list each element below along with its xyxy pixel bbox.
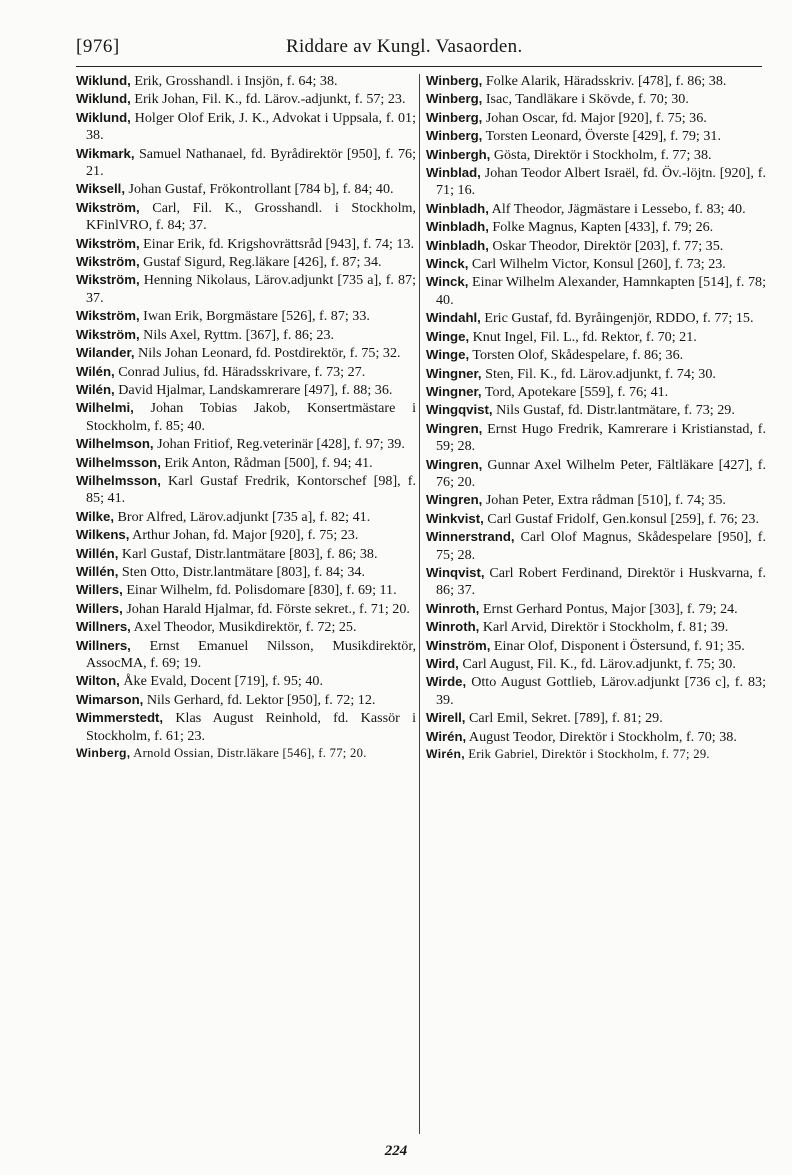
entry-details: Henning Nikolaus, Lärov.adjunkt [735 a], f. 87; 37.: [86, 272, 416, 306]
entry-surname: Wingren,: [426, 456, 483, 472]
entry-details: Folke Alarik, Häradsskriv. [478], f. 86; 38.: [482, 73, 727, 89]
entry-details: Eric Gustaf, fd. Byråingenjör, RDDO, f. 77; 15.: [480, 310, 754, 327]
register-entry: [426, 728, 766, 746]
entry-details: Folke Magnus, Kapten [433], f. 79; 26.: [488, 219, 714, 236]
entry-details: Erik Gabriel, Direktör i Stockholm, f. 77; 29.: [464, 747, 710, 762]
entry-details: Johan Peter, Extra rådman [510], f. 74; 35.: [482, 492, 726, 509]
entry-surname: Wiksell,: [76, 181, 125, 197]
entry-surname: Wilén,: [76, 381, 115, 397]
register-entry: [76, 454, 416, 472]
register-entry: [76, 399, 416, 435]
entry-details: Alf Theodor, Jägmästare i Lessebo, f. 83; 40.: [488, 200, 746, 217]
register-entry: [426, 346, 766, 364]
entry-details: Sten Otto, Distr.lantmätare [803], f. 84; 34.: [118, 563, 365, 580]
entry-surname: Willners,: [76, 619, 131, 635]
entry-details: Johan Harald Hjalmar, fd. Förste sekret., f. 71; 20.: [122, 600, 410, 617]
entry-surname: Winbergh,: [426, 146, 491, 162]
entry-details: Nils Gustaf, fd. Distr.lantmätare, f. 73; 29.: [492, 402, 735, 419]
register-entry: [426, 673, 766, 709]
register-entry: [76, 563, 416, 581]
entry-surname: Wingner,: [426, 365, 482, 381]
entry-surname: Wikström,: [76, 308, 140, 324]
register-entry: [76, 344, 416, 362]
register-entry: [76, 381, 416, 399]
entry-surname: Winberg,: [76, 746, 131, 761]
entry-surname: Winblad,: [426, 165, 481, 181]
entry-surname: Wikström,: [76, 235, 140, 251]
entry-surname: Wilhelmsson,: [76, 454, 161, 470]
entry-surname: Winroth,: [426, 619, 480, 635]
register-entry: [76, 253, 416, 271]
register-entry: [426, 237, 766, 255]
entry-details: Carl August, Fil. K., fd. Lärov.adjunkt, f. 75; 30.: [458, 656, 736, 672]
register-entry: [426, 109, 766, 127]
entry-surname: Winström,: [426, 637, 491, 653]
entry-surname: Winberg,: [426, 109, 483, 125]
register-entry: [426, 365, 766, 383]
entry-details: Carl Gustaf Fridolf, Gen.konsul [259], f. 76; 23.: [483, 510, 759, 527]
register-entry: [76, 637, 416, 673]
entry-details: Erik, Grosshandl. i Insjön, f. 64; 38.: [130, 73, 338, 89]
register-entry: [426, 420, 766, 456]
entry-surname: Willén,: [76, 545, 119, 561]
entry-details: Johan Fritiof, Reg.veterinär [428], f. 97; 39.: [153, 436, 405, 453]
entry-details: Knut Ingel, Fil. L., fd. Rektor, f. 70; 21.: [469, 328, 697, 345]
register-entry: [76, 145, 416, 181]
register-entry: [426, 600, 766, 618]
register-entry: [76, 363, 416, 381]
register-entry: [426, 746, 766, 763]
entry-surname: Wirde,: [426, 674, 467, 690]
entry-details: Nils Axel, Ryttm. [367], f. 86; 23.: [139, 326, 335, 343]
entry-details: Johan Teodor Albert Israël, fd. Öv.-löjtn. [920], f. 71; 16.: [436, 165, 766, 199]
register-entry: [426, 164, 766, 200]
entry-details: Karl Gustaf Fredrik, Kontorschef [98], f. 85; 41.: [86, 472, 416, 507]
register-entry: [76, 745, 416, 762]
register-entry: [76, 72, 416, 90]
entry-surname: Wilkens,: [76, 527, 130, 543]
register-entry: [76, 691, 416, 709]
entry-surname: Wingren,: [426, 492, 483, 508]
header-rule: [76, 66, 762, 67]
register-entry: [76, 435, 416, 453]
entry-surname: Wikström,: [76, 272, 140, 288]
entry-surname: Winbladh,: [426, 219, 489, 235]
entry-details: Arnold Ossian, Distr.läkare [546], f. 77; 20.: [130, 746, 367, 761]
entry-surname: Wikström,: [76, 326, 140, 342]
entry-details: Gunnar Axel Wilhelm Peter, Fältläkare [427], f. 76; 20.: [436, 456, 766, 490]
entry-details: Erik Anton, Rådman [500], f. 94; 41.: [160, 454, 373, 471]
register-entry: [76, 545, 416, 563]
register-entry: [76, 109, 416, 145]
entry-details: Carl Olof Magnus, Skådespelare [950], f. 75; 28.: [436, 529, 766, 563]
entry-surname: Winberg,: [426, 91, 483, 107]
left-column: [76, 72, 416, 762]
register-entry: [426, 528, 766, 564]
entry-details: Torsten Leonard, Överste [429], f. 79; 31.: [482, 128, 721, 145]
entry-surname: Wiklund,: [76, 91, 131, 107]
register-entry: [76, 90, 416, 108]
entry-details: Einar Wilhelm, fd. Polisdomare [830], f. 69; 11.: [122, 582, 397, 599]
header-page-number: [976]: [76, 36, 120, 57]
entry-details: Nils Gerhard, fd. Lektor [950], f. 72; 12.: [143, 691, 376, 708]
entry-details: Einar Olof, Disponent i Östersund, f. 91; 35.: [490, 637, 745, 654]
register-entry: [426, 218, 766, 236]
entry-surname: Wimmerstedt,: [76, 710, 164, 726]
entry-surname: Winge,: [426, 347, 470, 363]
entry-details: Karl Arvid, Direktör i Stockholm, f. 81; 39.: [479, 619, 729, 636]
register-entry: [426, 309, 766, 327]
entry-details: Holger Olof Erik, J. K., Advokat i Uppsala, f. 01; 38.: [86, 109, 416, 144]
register-entry: [426, 200, 766, 218]
entry-surname: Winberg,: [426, 128, 483, 144]
entry-details: Ernst Hugo Fredrik, Kamrerare i Kristianstad, f. 59; 28.: [436, 420, 766, 455]
entry-surname: Wingren,: [426, 420, 483, 436]
register-entry: [76, 526, 416, 544]
entry-details: Johan Oscar, fd. Major [920], f. 75; 36.: [482, 109, 707, 126]
entry-details: Samuel Nathanael, fd. Byrådirektör [950], f. 76; 21.: [86, 145, 416, 180]
entry-surname: Winge,: [426, 328, 470, 344]
entry-details: Gösta, Direktör i Stockholm, f. 77; 38.: [490, 146, 712, 163]
entry-surname: Willers,: [76, 600, 123, 616]
right-column: [426, 72, 766, 763]
register-entry: [76, 326, 416, 344]
entry-surname: Wilton,: [76, 673, 120, 689]
register-entry: [426, 127, 766, 145]
register-entry: [426, 456, 766, 492]
entry-details: Klas August Reinhold, fd. Kassör i Stockholm, f. 61; 23.: [86, 710, 416, 744]
entry-surname: Winqvist,: [426, 564, 485, 580]
entry-surname: Willners,: [76, 637, 131, 653]
entry-details: Johan Gustaf, Frökontrollant [784 b], f. 84; 40.: [125, 181, 394, 198]
entry-surname: Wilke,: [76, 508, 114, 524]
entry-details: David Hjalmar, Landskamrerare [497], f. 88; 36.: [114, 381, 393, 398]
entry-surname: Wilander,: [76, 345, 135, 361]
entry-surname: Wikmark,: [76, 145, 135, 161]
register-entry: [76, 508, 416, 526]
entry-surname: Wingqvist,: [426, 402, 493, 418]
entry-details: Carl Wilhelm Victor, Konsul [260], f. 73; 23.: [468, 256, 726, 273]
register-entry: [76, 672, 416, 690]
register-entry: [76, 199, 416, 235]
entry-surname: Wilhelmsson,: [76, 472, 161, 488]
entry-surname: Wikström,: [76, 199, 140, 215]
column-divider: [419, 74, 420, 1134]
register-entry: [76, 709, 416, 745]
register-entry: [76, 472, 416, 508]
entry-surname: Wimarson,: [76, 691, 144, 707]
register-entry: [426, 72, 766, 90]
register-entry: [426, 709, 766, 727]
entry-details: Oskar Theodor, Direktör [203], f. 77; 35.: [488, 237, 724, 254]
register-entry: [426, 655, 766, 673]
register-entry: [426, 510, 766, 528]
footer-page-number: 224: [384, 1143, 408, 1159]
entry-surname: Wirén,: [426, 728, 467, 744]
entry-surname: Winck,: [426, 274, 469, 290]
register-entry: [426, 146, 766, 164]
entry-surname: Wilhelmi,: [76, 400, 134, 416]
entry-surname: Willén,: [76, 563, 119, 579]
entry-details: Axel Theodor, Musikdirektör, f. 72; 25.: [130, 619, 357, 636]
entry-surname: Windahl,: [426, 310, 481, 326]
entry-details: Erik Johan, Fil. K., fd. Lärov.-adjunkt, f. 57; 23.: [130, 91, 406, 108]
entry-details: Gustaf Sigurd, Reg.läkare [426], f. 87; 34.: [139, 254, 382, 271]
entry-surname: Winroth,: [426, 600, 480, 616]
entry-details: August Teodor, Direktör i Stockholm, f. 70; 38.: [466, 728, 737, 745]
page-header: [76, 32, 762, 62]
register-entry: [426, 618, 766, 636]
entry-surname: Winbladh,: [426, 200, 489, 216]
entry-details: Karl Gustaf, Distr.lantmätare [803], f. 86; 38.: [118, 545, 378, 562]
entry-surname: Winkvist,: [426, 510, 484, 526]
entry-surname: Wird,: [426, 656, 459, 671]
entry-details: Carl, Fil. K., Grosshandl. i Stockholm, KFinlVRO, f. 84; 37.: [86, 199, 416, 234]
entry-details: Tord, Apotekare [559], f. 76; 41.: [481, 383, 669, 400]
entry-details: Iwan Erik, Borgmästare [526], f. 87; 33.: [139, 308, 370, 325]
register-entry: [76, 180, 416, 198]
entry-details: Johan Tobias Jakob, Konsertmästare i Stockholm, f. 85; 40.: [86, 400, 416, 434]
register-entry: [426, 383, 766, 401]
entry-surname: Wiklund,: [76, 109, 131, 125]
entry-surname: Winbladh,: [426, 237, 489, 253]
entry-details: Carl Emil, Sekret. [789], f. 81; 29.: [465, 710, 663, 727]
register-entry: [426, 90, 766, 108]
entry-surname: Winck,: [426, 256, 469, 272]
register-entry: [426, 273, 766, 309]
register-entry: [426, 328, 766, 346]
entry-details: Carl Robert Ferdinand, Direktör i Huskvarna, f. 86; 37.: [436, 564, 766, 599]
entry-surname: Wirén,: [426, 747, 465, 762]
register-entry: [76, 600, 416, 618]
entry-details: Torsten Olof, Skådespelare, f. 86; 36.: [469, 347, 684, 364]
entry-details: Sten, Fil. K., fd. Lärov.adjunkt, f. 74; 30.: [481, 365, 716, 382]
entry-details: Conrad Julius, fd. Häradsskrivare, f. 73; 27.: [114, 363, 366, 380]
register-entry: [426, 401, 766, 419]
entry-details: Einar Wilhelm Alexander, Hamnkapten [514], f. 78; 40.: [436, 274, 766, 308]
entry-details: Einar Erik, fd. Krigshovrättsråd [943], f. 74; 13.: [139, 235, 415, 252]
entry-surname: Wilhelmson,: [76, 436, 154, 452]
entry-details: Isac, Tandläkare i Skövde, f. 70; 30.: [482, 91, 689, 108]
register-entry: [426, 564, 766, 600]
register-entry: [426, 491, 766, 509]
entry-details: Bror Alfred, Lärov.adjunkt [735 a], f. 82; 41.: [114, 508, 371, 525]
register-entry: [76, 235, 416, 253]
register-entry: [76, 581, 416, 599]
entry-details: Nils Johan Leonard, fd. Postdirektör, f. 75; 32.: [134, 345, 401, 362]
entry-details: Arthur Johan, fd. Major [920], f. 75; 23.: [129, 527, 359, 544]
entry-surname: Wikström,: [76, 254, 140, 270]
entry-surname: Wirell,: [426, 710, 466, 726]
entry-details: Otto August Gottlieb, Lärov.adjunkt [736 c], f. 83; 39.: [436, 674, 766, 708]
register-entry: [76, 307, 416, 325]
header-title: Riddare av Kungl. Vasaorden.: [286, 36, 523, 57]
register-entry: [426, 637, 766, 655]
entry-surname: Wiklund,: [76, 73, 131, 88]
entry-details: Ernst Gerhard Pontus, Major [303], f. 79; 24.: [479, 600, 738, 617]
entry-surname: Wingner,: [426, 383, 482, 399]
entry-surname: Winnerstrand,: [426, 529, 515, 545]
entry-surname: Winberg,: [426, 73, 483, 88]
entry-surname: Willers,: [76, 582, 123, 598]
entry-details: Åke Evald, Docent [719], f. 95; 40.: [119, 673, 323, 690]
register-entry: [426, 255, 766, 273]
entry-surname: Wilén,: [76, 363, 115, 379]
register-entry: [76, 271, 416, 307]
entry-details: Ernst Emanuel Nilsson, Musikdirektör, AssocMA, f. 69; 19.: [86, 637, 416, 671]
register-entry: [76, 618, 416, 636]
